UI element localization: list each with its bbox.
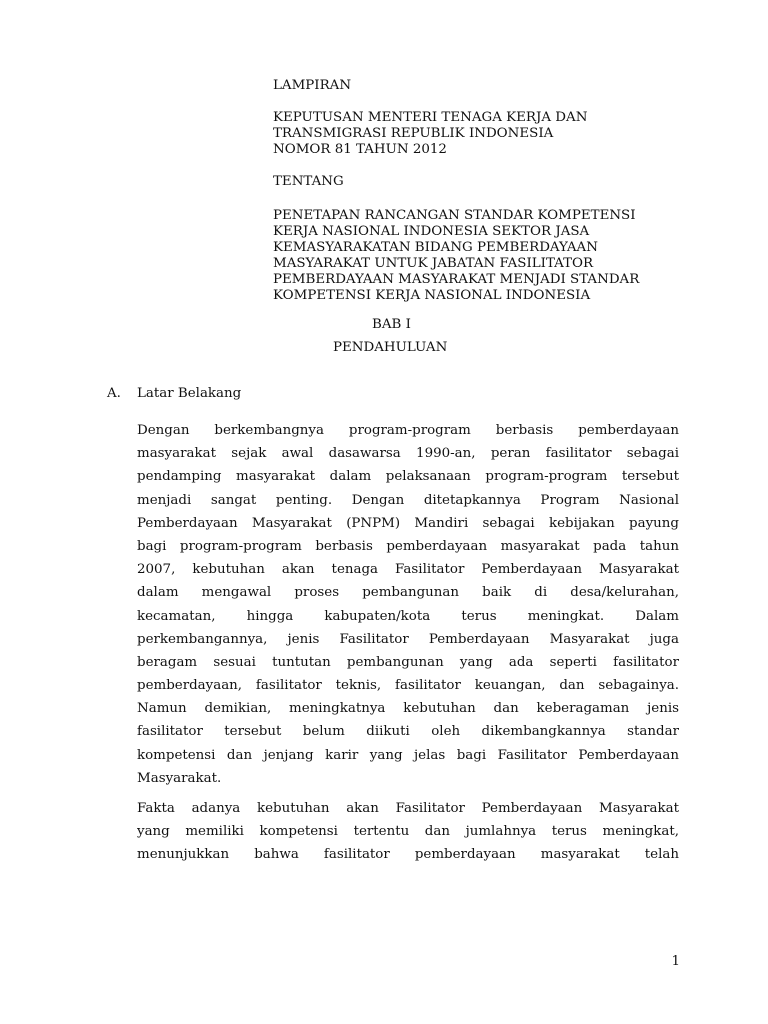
paragraph-line: Pemberdayaan Masyarakat (PNPM) Mandiri sebagai kebijakan payung (137, 515, 679, 531)
section-heading (107, 386, 241, 401)
perihal-line: KOMPETENSI KERJA NASIONAL INDONESIA (273, 288, 591, 303)
paragraph-line: menunjukkan bahwa fasilitator pemberdayaan masyarakat telah (137, 847, 679, 863)
paragraph-line: 2007, kebutuhan akan tenaga Fasilitator Pemberdayaan Masyarakat (137, 562, 679, 578)
chapter-title: PENDAHULUAN (333, 340, 448, 355)
paragraph (137, 419, 679, 790)
paragraph-line: kecamatan, hingga kabupaten/kota terus meningkat. Dalam (137, 608, 679, 624)
perihal-line: KERJA NASIONAL INDONESIA SEKTOR JASA (273, 224, 590, 239)
paragraph-line: Dengan berkembangnya program-program berbasis pemberdayaan (137, 423, 679, 438)
perihal-line: PEMBERDAYAAN MASYARAKAT MENJADI STANDAR (273, 272, 640, 287)
keputusan-line: NOMOR 81 TAHUN 2012 (273, 142, 447, 157)
section-letter: A. (107, 386, 121, 401)
paragraph-line: fasilitator tersebut belum diikuti oleh dikembangkannya standar (137, 724, 679, 740)
paragraph (137, 797, 679, 867)
chapter-number: BAB I (372, 317, 411, 332)
paragraph-line: kompetensi dan jenjang karir yang jelas bagi Fasilitator Pemberdayaan (137, 747, 679, 763)
paragraph-line: Fakta adanya kebutuhan akan Fasilitator Pemberdayaan Masyarakat (137, 801, 679, 816)
paragraph-line: pendamping masyarakat dalam pelaksanaan program-program tersebut (137, 469, 679, 485)
page-number: 1 (671, 954, 680, 969)
paragraph-line: menjadi sangat penting. Dengan ditetapkannya Program Nasional (137, 492, 679, 508)
paragraph-line: masyarakat sejak awal dasawarsa 1990-an, peran fasilitator sebagai (137, 446, 679, 462)
perihal-line: MASYARAKAT UNTUK JABATAN FASILITATOR (273, 256, 594, 271)
paragraph-line: beragam sesuai tuntutan pembangunan yang ada seperti fasilitator (137, 654, 679, 670)
tentang-label: TENTANG (273, 174, 344, 189)
paragraph-line: bagi program-program berbasis pemberdayaan masyarakat pada tahun (137, 538, 679, 554)
lampiran-label: LAMPIRAN (273, 78, 352, 93)
paragraph-line: perkembangannya, jenis Fasilitator Pemberdayaan Masyarakat juga (137, 631, 679, 647)
document-header (273, 78, 693, 320)
keputusan-line: TRANSMIGRASI REPUBLIK INDONESIA (273, 126, 554, 141)
paragraph-line: yang memiliki kompetensi tertentu dan jumlahnya terus meningkat, (137, 824, 679, 840)
perihal-line: PENETAPAN RANCANGAN STANDAR KOMPETENSI (273, 208, 636, 223)
paragraph-line: Namun demikian, meningkatnya kebutuhan dan keberagaman jenis (137, 701, 679, 717)
perihal-line: KEMASYARAKATAN BIDANG PEMBERDAYAAN (273, 240, 598, 255)
paragraph-line: dalam mengawal proses pembangunan baik di desa/kelurahan, (137, 585, 679, 601)
keputusan-line: KEPUTUSAN MENTERI TENAGA KERJA DAN (273, 110, 588, 125)
paragraph-line: Masyarakat. (137, 770, 222, 786)
paragraph-line: pemberdayaan, fasilitator teknis, fasilitator keuangan, dan sebagainya. (137, 678, 679, 694)
section-title: Latar Belakang (137, 386, 242, 401)
